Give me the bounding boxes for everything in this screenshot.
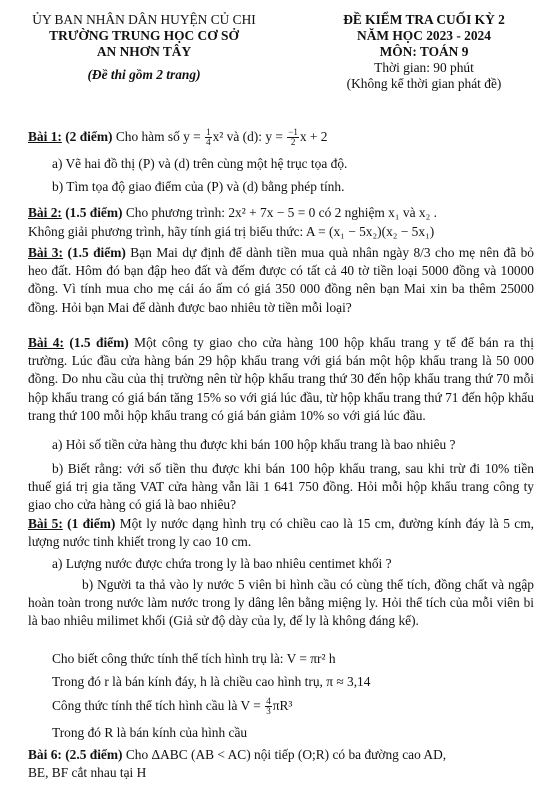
bai5-text: Một ly nước dạng hình trụ có chiều cao là 15 cm, đường kính đáy là 5 cm, lượng nước tinh khiết trong ly cao 10 cm. [28, 516, 534, 550]
bai3-question [28, 244, 534, 317]
bai6-points: (2.5 điểm) [65, 747, 123, 762]
bai5-sphere-note: Trong đó R là bán kính của hình cầu [52, 725, 248, 740]
bai1-points: (2 điểm) [65, 129, 113, 144]
bai3-points: (1.5 điểm) [67, 245, 126, 260]
school-name: TRƯỜNG TRUNG HỌC CƠ SỞ [49, 28, 239, 43]
bai5-formula-sphere: Công thức tính thể tích hình cầu là V = $\frac{4}{3}$ πR³ [52, 696, 293, 717]
bai1-text-c: x + 2 [299, 129, 328, 144]
bai2-line2: Không giải phương trình, hãy tính giá trị biểu thức: A = (x₁ − 5x₂)(x₂ − 5x₁) [28, 224, 435, 239]
bai4-points: (1.5 điểm) [69, 335, 129, 350]
duration-note: (Không kể thời gian phát đề) [346, 76, 502, 91]
bai4-text: Một công ty giao cho cửa hàng 100 hộp khẩu trang y tế để bán ra thị trường. Lúc đầu cửa hàng bán 29 hộp khẩu trang với giá bán một hộp khẩu trang là 50 000 đồng. Do nhu cầu của thị trường nên từ hộp khẩu trang thứ 30 đến hộp khẩu trang thứ 70 mỗi hộp khẩu trang có giá bán tăng 15% so với giá lúc đầu, từ hộp khẩu trang thứ 71 đến hộp khẩu trang thứ 100 mỗi hộp khẩu trang có giá bán giảm 10% so với giá lúc đầu. [28, 335, 534, 423]
bai1-text-b: x² và (d): y = [212, 129, 283, 144]
bai5-label: Bài 5: [28, 516, 63, 531]
bai4-part-a: a) Hỏi số tiền cửa hàng thu được khi bán 100 hộp khẩu trang là bao nhiêu ? [52, 437, 456, 452]
bai6-line2: BE, BF cắt nhau tại H [28, 765, 147, 780]
bai1-question [28, 128, 328, 147]
duration: Thời gian: 90 phút [374, 60, 474, 75]
school-location: AN NHƠN TÂY [96, 44, 192, 59]
bai5-part-b: b) Người ta thả vào ly nước 5 viên bi hình cầu có cùng thể tích, đồng chất và ngập hoàn toàn trong nước làm nước trong ly dâng lên bằng miệng ly. Hỏi thể tích của mỗi viên bi là bao nhiêu milimet khối (Giả sử độ dày của ly, đế ly là không đáng kể). [28, 577, 534, 629]
bai2-question [28, 204, 437, 222]
bai2-points: (1.5 điểm) [65, 205, 123, 220]
bai1-part-a: a) Vẽ hai đồ thị (P) và (d) trên cùng một hệ trục tọa độ. [52, 156, 348, 171]
bai1-fraction-2: $\frac{-1}{2}$ [288, 127, 298, 148]
bai2-label: Bài 2: [28, 205, 62, 220]
bai6-label: Bài 6: [28, 747, 62, 762]
district-name: ỦY BAN NHÂN DÂN HUYỆN CỦ CHI [32, 12, 256, 27]
exam-title: ĐỀ KIỂM TRA CUỐI KỲ 2 [343, 12, 505, 27]
bai4-question [28, 334, 534, 425]
bai4-label: Bài 4: [28, 335, 64, 350]
bai5-formula-note: Trong đó r là bán kính đáy, h là chiều cao hình trụ, π ≈ 3,14 [52, 674, 371, 689]
header-right [300, 12, 548, 92]
bai5-points: (1 điểm) [67, 516, 116, 531]
bai5-formula-cylinder: Cho biết công thức tính thể tích hình trụ là: V = πr² h [52, 651, 336, 666]
bai1-label: Bài 1: [28, 129, 62, 144]
bai5-question [28, 515, 534, 551]
bai5-fraction: $\frac{4}{3}$ [266, 696, 271, 717]
bai1-fraction-1: $\frac{1}{4}$ [206, 127, 211, 148]
bai3-text: Bạn Mai dự định để dành tiền mua quà nhân ngày 8/3 cho mẹ nên đã bỏ heo đất. Hôm đó bạn đập heo đất và đếm được có tất cả 40 tờ tiền loại 5000 đồng và 10000 đồng. Vì tính mua cho mẹ cái áo ấm có giá 350 000 đồng nên bạn Mai xin ba thêm 25000 đồng. Hỏi bạn Mai để dành được bao nhiêu tờ tiền mỗi loại? [28, 245, 534, 315]
bai2-line1: Cho phương trình: 2x² + 7x − 5 = 0 có 2 nghiệm x₁ và x₂ . [125, 205, 437, 220]
header-left [28, 12, 260, 83]
bai5-part-a: a) Lượng nước được chứa trong ly là bao nhiêu centimet khối ? [52, 556, 392, 571]
page-count-note: (Đề thi gồm 2 trang) [87, 67, 201, 82]
school-year: NĂM HỌC 2023 - 2024 [357, 28, 491, 43]
subject: MÔN: TOÁN 9 [379, 44, 469, 59]
bai4-part-b: b) Biết rằng: với số tiền thu được khi bán 100 hộp khẩu trang, sau khi trừ đi 10% tiền thuế giá trị gia tăng VAT cửa hàng vẫn lãi 1 641 750 đồng. Hỏi mỗi hộp khẩu trang công ty giao cho cửa hàng có giá là bao nhiêu? [28, 461, 534, 513]
bai6-question [28, 746, 446, 764]
bai1-text-a: Cho hàm số y = [115, 129, 201, 144]
bai1-part-b: b) Tìm tọa độ giao điểm của (P) và (d) bằng phép tính. [52, 179, 345, 194]
bai3-label: Bài 3: [28, 245, 63, 260]
bai6-line1: Cho ΔABC (AB < AC) nội tiếp (O;R) có ba đường cao AD, [125, 747, 447, 762]
